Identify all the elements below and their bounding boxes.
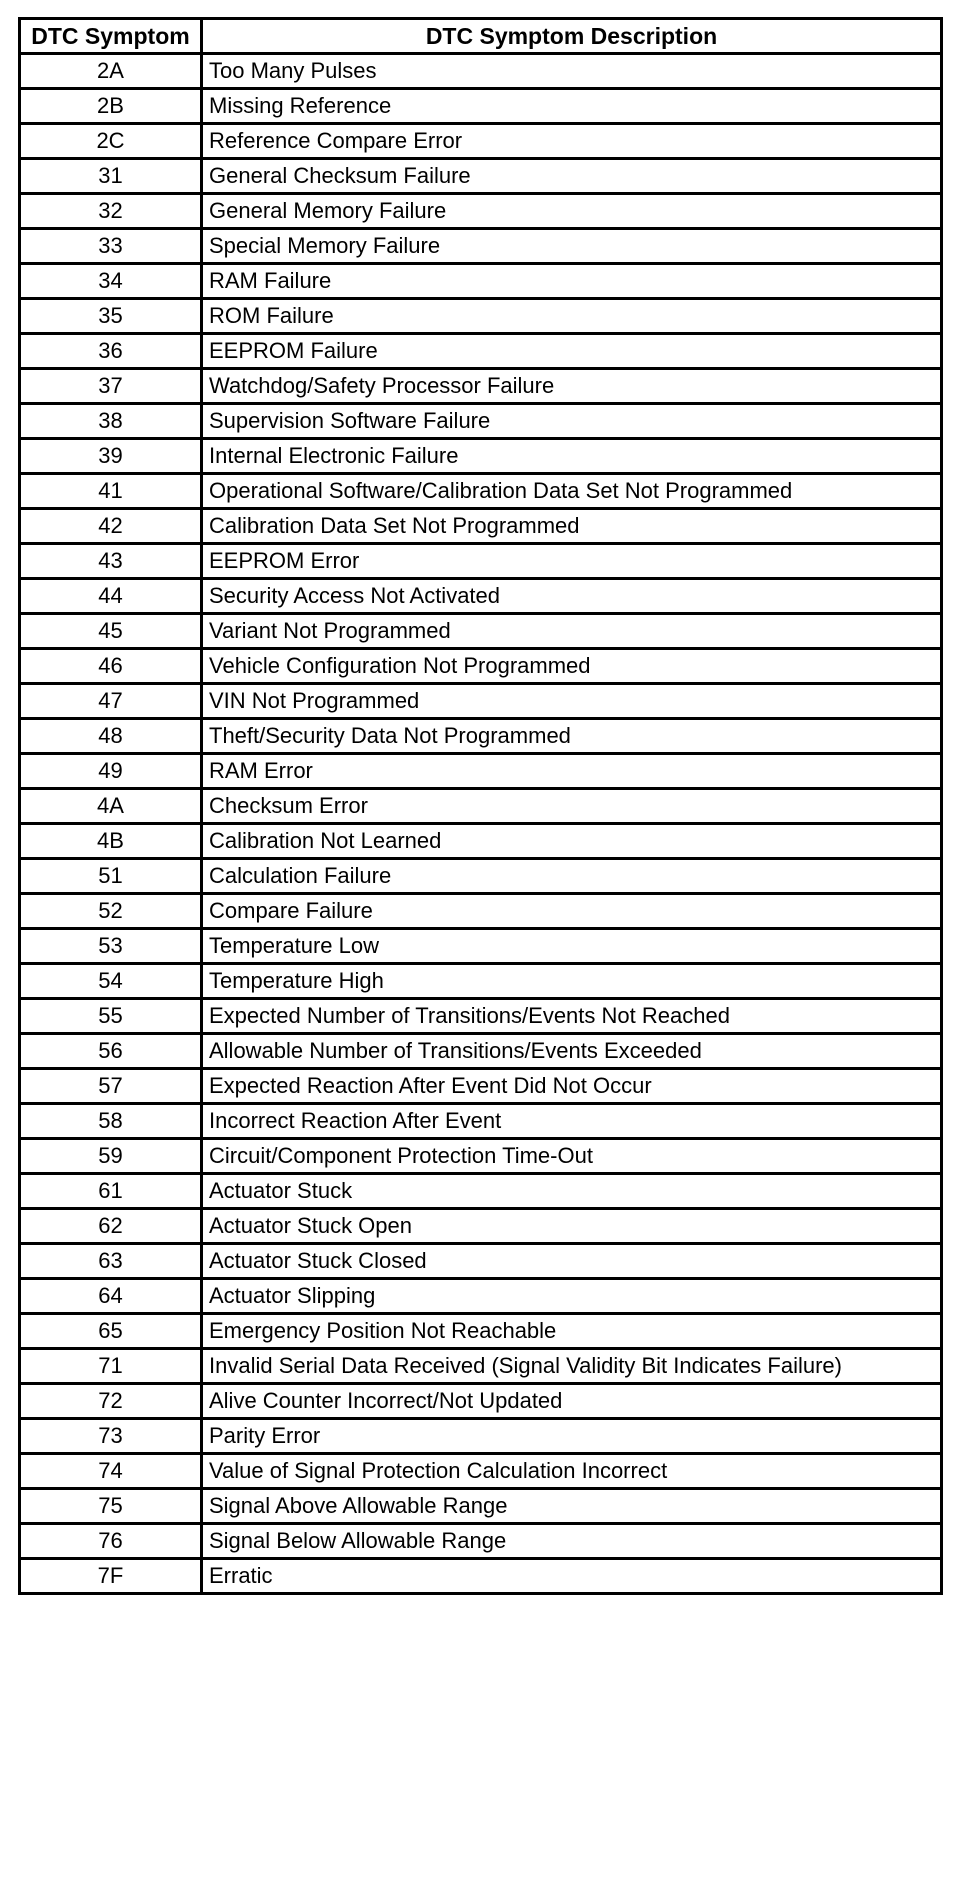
dtc-code-cell: 41 (20, 474, 202, 509)
dtc-code-cell: 74 (20, 1454, 202, 1489)
dtc-description-cell: RAM Error (202, 754, 942, 789)
table-row (20, 964, 942, 999)
dtc-description-cell: Compare Failure (202, 894, 942, 929)
table-row (20, 1244, 942, 1279)
dtc-code-cell: 31 (20, 159, 202, 194)
dtc-code-cell: 55 (20, 999, 202, 1034)
dtc-code-cell: 76 (20, 1524, 202, 1559)
dtc-description-cell: General Memory Failure (202, 194, 942, 229)
table-row (20, 439, 942, 474)
table-row (20, 894, 942, 929)
dtc-description-cell: Temperature Low (202, 929, 942, 964)
dtc-description-cell: Security Access Not Activated (202, 579, 942, 614)
dtc-description-cell: Erratic (202, 1559, 942, 1594)
dtc-description-cell: EEPROM Failure (202, 334, 942, 369)
dtc-code-cell: 34 (20, 264, 202, 299)
table-row (20, 1139, 942, 1174)
dtc-code-cell: 33 (20, 229, 202, 264)
dtc-code-cell: 57 (20, 1069, 202, 1104)
table-row (20, 929, 942, 964)
table-row (20, 859, 942, 894)
table-row (20, 579, 942, 614)
dtc-description-cell: ROM Failure (202, 299, 942, 334)
dtc-code-cell: 52 (20, 894, 202, 929)
table-row (20, 1454, 942, 1489)
dtc-code-cell: 7F (20, 1559, 202, 1594)
table-row (20, 299, 942, 334)
dtc-code-cell: 49 (20, 754, 202, 789)
dtc-description-cell: Missing Reference (202, 89, 942, 124)
table-row (20, 1524, 942, 1559)
table-body (20, 54, 942, 1594)
table-row (20, 1384, 942, 1419)
table-row (20, 54, 942, 89)
dtc-code-cell: 2C (20, 124, 202, 159)
dtc-code-cell: 61 (20, 1174, 202, 1209)
dtc-code-cell: 47 (20, 684, 202, 719)
dtc-description-cell: Temperature High (202, 964, 942, 999)
dtc-description-cell: Theft/Security Data Not Programmed (202, 719, 942, 754)
dtc-code-cell: 48 (20, 719, 202, 754)
table-row (20, 999, 942, 1034)
dtc-code-cell: 54 (20, 964, 202, 999)
dtc-description-cell: Too Many Pulses (202, 54, 942, 89)
table-row (20, 264, 942, 299)
dtc-code-cell: 75 (20, 1489, 202, 1524)
dtc-code-cell: 32 (20, 194, 202, 229)
dtc-description-cell: Special Memory Failure (202, 229, 942, 264)
table-row (20, 159, 942, 194)
table-row (20, 1174, 942, 1209)
table-row (20, 789, 942, 824)
table-row (20, 719, 942, 754)
dtc-description-cell: Calibration Data Set Not Programmed (202, 509, 942, 544)
table-row (20, 194, 942, 229)
dtc-description-cell: Incorrect Reaction After Event (202, 1104, 942, 1139)
table-row (20, 89, 942, 124)
dtc-description-cell: Value of Signal Protection Calculation Incorrect (202, 1454, 942, 1489)
dtc-code-cell: 2A (20, 54, 202, 89)
dtc-code-cell: 44 (20, 579, 202, 614)
dtc-description-cell: Variant Not Programmed (202, 614, 942, 649)
dtc-code-cell: 39 (20, 439, 202, 474)
table-row (20, 544, 942, 579)
dtc-code-cell: 59 (20, 1139, 202, 1174)
dtc-description-cell: Reference Compare Error (202, 124, 942, 159)
dtc-code-cell: 56 (20, 1034, 202, 1069)
dtc-description-cell: VIN Not Programmed (202, 684, 942, 719)
dtc-symptom-table (18, 17, 943, 1595)
dtc-code-cell: 37 (20, 369, 202, 404)
dtc-code-cell: 2B (20, 89, 202, 124)
table-row (20, 824, 942, 859)
dtc-code-cell: 46 (20, 649, 202, 684)
dtc-code-cell: 73 (20, 1419, 202, 1454)
table-row (20, 1489, 942, 1524)
dtc-description-cell: Signal Above Allowable Range (202, 1489, 942, 1524)
dtc-description-cell: Calibration Not Learned (202, 824, 942, 859)
dtc-description-cell: Calculation Failure (202, 859, 942, 894)
table-row (20, 1034, 942, 1069)
dtc-description-cell: Actuator Stuck Closed (202, 1244, 942, 1279)
table-row (20, 684, 942, 719)
table-row (20, 649, 942, 684)
dtc-code-cell: 53 (20, 929, 202, 964)
dtc-description-cell: Supervision Software Failure (202, 404, 942, 439)
dtc-code-cell: 51 (20, 859, 202, 894)
dtc-code-cell: 43 (20, 544, 202, 579)
dtc-description-cell: Parity Error (202, 1419, 942, 1454)
dtc-description-cell: Actuator Stuck (202, 1174, 942, 1209)
dtc-description-cell: Checksum Error (202, 789, 942, 824)
dtc-code-cell: 4A (20, 789, 202, 824)
dtc-description-cell: Emergency Position Not Reachable (202, 1314, 942, 1349)
dtc-description-cell: Actuator Stuck Open (202, 1209, 942, 1244)
table-row (20, 1559, 942, 1594)
dtc-description-cell: Expected Number of Transitions/Events Not Reached (202, 999, 942, 1034)
table-row (20, 229, 942, 264)
table-row (20, 1279, 942, 1314)
dtc-description-cell: Operational Software/Calibration Data Set Not Programmed (202, 474, 942, 509)
table-row (20, 614, 942, 649)
table-row (20, 754, 942, 789)
table-row (20, 474, 942, 509)
dtc-code-cell: 62 (20, 1209, 202, 1244)
dtc-description-cell: Allowable Number of Transitions/Events Exceeded (202, 1034, 942, 1069)
table-row (20, 369, 942, 404)
table-row (20, 124, 942, 159)
dtc-code-cell: 36 (20, 334, 202, 369)
table-header-row (20, 19, 942, 54)
table-row (20, 1104, 942, 1139)
dtc-code-cell: 58 (20, 1104, 202, 1139)
table-row (20, 1349, 942, 1384)
table-row (20, 334, 942, 369)
table-row (20, 404, 942, 439)
dtc-code-cell: 45 (20, 614, 202, 649)
table-row (20, 1209, 942, 1244)
dtc-code-cell: 42 (20, 509, 202, 544)
dtc-description-cell: EEPROM Error (202, 544, 942, 579)
dtc-description-cell: Internal Electronic Failure (202, 439, 942, 474)
dtc-description-cell: Vehicle Configuration Not Programmed (202, 649, 942, 684)
dtc-description-cell: Circuit/Component Protection Time-Out (202, 1139, 942, 1174)
dtc-code-cell: 65 (20, 1314, 202, 1349)
dtc-code-cell: 38 (20, 404, 202, 439)
dtc-code-cell: 71 (20, 1349, 202, 1384)
column-header-code: DTC Symptom (20, 19, 202, 54)
dtc-description-cell: Expected Reaction After Event Did Not Occur (202, 1069, 942, 1104)
dtc-code-cell: 35 (20, 299, 202, 334)
column-header-description: DTC Symptom Description (202, 19, 942, 54)
dtc-code-cell: 63 (20, 1244, 202, 1279)
dtc-code-cell: 72 (20, 1384, 202, 1419)
table-row (20, 1419, 942, 1454)
dtc-description-cell: General Checksum Failure (202, 159, 942, 194)
dtc-description-cell: Signal Below Allowable Range (202, 1524, 942, 1559)
dtc-description-cell: Watchdog/Safety Processor Failure (202, 369, 942, 404)
dtc-description-cell: Actuator Slipping (202, 1279, 942, 1314)
table-row (20, 509, 942, 544)
dtc-description-cell: Invalid Serial Data Received (Signal Validity Bit Indicates Failure) (202, 1349, 942, 1384)
dtc-description-cell: Alive Counter Incorrect/Not Updated (202, 1384, 942, 1419)
dtc-description-cell: RAM Failure (202, 264, 942, 299)
dtc-code-cell: 4B (20, 824, 202, 859)
dtc-code-cell: 64 (20, 1279, 202, 1314)
table-row (20, 1314, 942, 1349)
table-row (20, 1069, 942, 1104)
